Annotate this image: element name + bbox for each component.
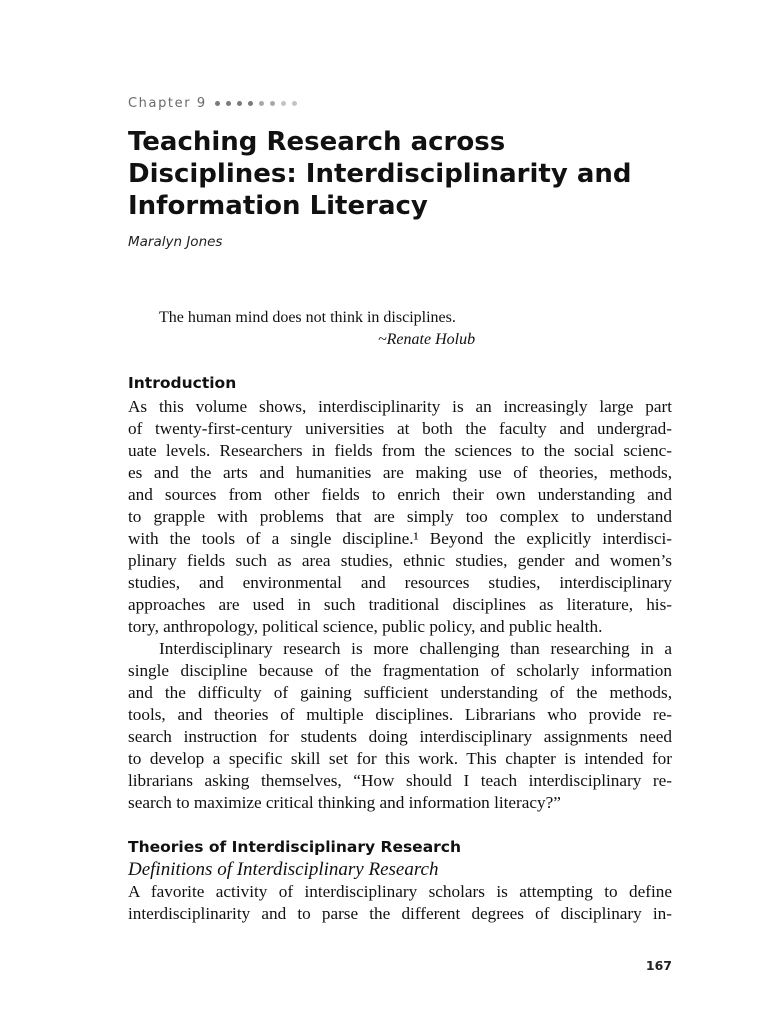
body-line: and sources from other fields to enrich their own understanding and	[128, 485, 672, 504]
body-line: tools, and theories of multiple disciplines. Librarians who provide re-	[128, 705, 672, 724]
ornament-dot	[281, 101, 286, 106]
body-line: search to maximize critical thinking and information literacy?”	[128, 793, 561, 812]
introduction-body	[128, 396, 672, 814]
section-heading-theories: Theories of Interdisciplinary Research	[128, 838, 462, 856]
author-name: Maralyn Jones	[128, 234, 223, 250]
ornament-dot	[215, 101, 220, 106]
ornament-dot	[226, 101, 231, 106]
definitions-body	[128, 881, 672, 925]
body-line: es and the arts and humanities are making use of theories, methods,	[128, 463, 672, 482]
body-line: single discipline because of the fragmentation of scholarly information	[128, 661, 672, 680]
chapter-label-row	[128, 96, 297, 111]
ornament-dot	[237, 101, 242, 106]
body-line: to grapple with problems that are simply too complex to understand	[128, 507, 672, 526]
ornament-dot	[248, 101, 253, 106]
epigraph-attribution: ~Renate Holub	[378, 331, 476, 348]
body-line: studies, and environmental and resources studies, interdisciplinary	[128, 573, 672, 592]
body-line: interdisciplinarity and to parse the different degrees of disciplinary in-	[128, 904, 672, 923]
body-line: to develop a specific skill set for this work. This chapter is intended for	[128, 749, 672, 768]
epigraph-quote: The human mind does not think in disciplines.	[159, 309, 456, 326]
body-line: As this volume shows, interdisciplinarity is an increasingly large part	[128, 397, 672, 416]
body-line: librarians asking themselves, “How should I teach interdisciplinary re-	[128, 771, 672, 790]
page-number: 167	[645, 958, 672, 973]
subsection-heading-definitions: Definitions of Interdisciplinary Research	[128, 859, 439, 880]
ornament-dot	[292, 101, 297, 106]
ornament-dot	[259, 101, 264, 106]
chapter-label: Chapter 9	[128, 96, 207, 111]
body-line: uate levels. Researchers in fields from the sciences to the social scienc-	[128, 441, 672, 460]
body-line: tory, anthropology, political science, public policy, and public health.	[128, 617, 603, 636]
body-line: with the tools of a single discipline.¹ Beyond the explicitly interdisci-	[128, 529, 672, 548]
ornament-dot	[270, 101, 275, 106]
body-line: approaches are used in such traditional disciplines as literature, his-	[128, 595, 672, 614]
body-line: and the difficulty of gaining sufficient understanding of the methods,	[128, 683, 672, 702]
body-line: search instruction for students doing interdisciplinary assignments need	[128, 727, 672, 746]
section-heading-introduction: Introduction	[128, 374, 237, 392]
body-line: Interdisciplinary research is more challenging than researching in a	[159, 639, 672, 658]
body-line: of twenty-first-century universities at both the faculty and undergrad-	[128, 419, 672, 438]
book-page	[128, 0, 672, 1024]
body-line: A favorite activity of interdisciplinary scholars is attempting to define	[128, 882, 672, 901]
chapter-title: Teaching Research across Disciplines: Interdisciplinarity and Information Literacy	[128, 127, 632, 221]
body-line: plinary fields such as area studies, ethnic studies, gender and women’s	[128, 551, 672, 570]
chapter-dot-ornament	[215, 101, 297, 106]
